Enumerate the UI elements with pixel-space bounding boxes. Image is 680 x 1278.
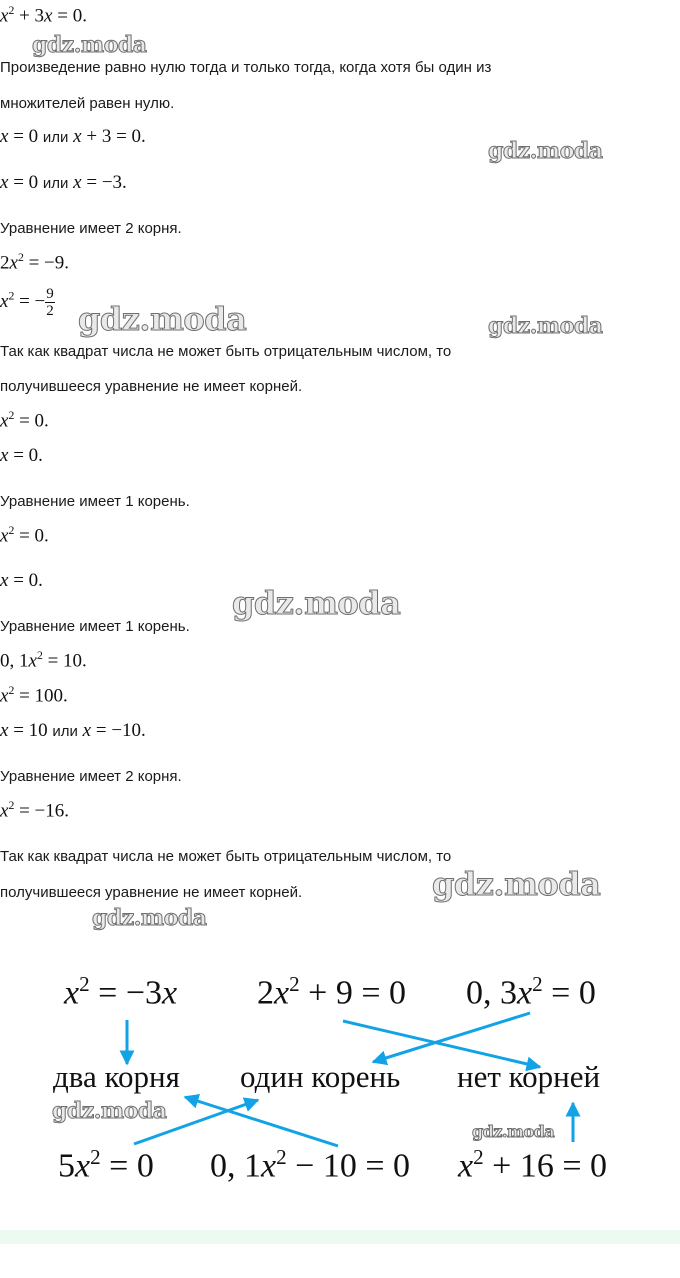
conclusion-text: Уравнение имеет 1 корень. xyxy=(0,618,190,635)
explanation-text: Так как квадрат числа не может быть отрицательным числом, то xyxy=(0,343,452,360)
conclusion-text: Уравнение имеет 2 корня. xyxy=(0,220,182,237)
diagram-category-two-roots: два корня xyxy=(53,1059,180,1094)
diagram-equation-bottom-2: 0, $1x^2 - 10 = 0$ xyxy=(210,1145,410,1185)
watermark: gdz.moda xyxy=(232,584,401,622)
explanation-text: Так как квадрат числа не может быть отрицательным числом, то xyxy=(0,848,452,865)
arrow-bottom2-to-two-roots xyxy=(185,1097,338,1146)
watermark: gdz.moda xyxy=(32,32,147,58)
diagram-category-one-root: один корень xyxy=(240,1059,401,1094)
watermark: gdz.moda xyxy=(92,905,207,931)
diagram-category-no-roots: нет корней xyxy=(457,1059,601,1094)
diagram-equation-top-1: $x^2 = -3x$ xyxy=(64,972,178,1012)
diagram-equation-top-2: $2x^2 + 9 = 0$ xyxy=(257,972,406,1012)
watermark: gdz.moda xyxy=(432,865,601,903)
arrow-top3-to-one-root xyxy=(373,1013,530,1062)
eq-line-11: $x^2 = 100$. xyxy=(0,684,68,707)
diagram-equation-bottom-3: $x^2 + 16 = 0$ xyxy=(458,1145,607,1185)
or-word: или xyxy=(52,723,78,740)
eq-line-12: x = 10 или x = −10. xyxy=(0,720,146,741)
eq-line-3: x = 0 или x = −3. xyxy=(0,172,127,193)
watermark: gdz.moda xyxy=(78,300,247,338)
explanation-text: получившееся уравнение не имеет корней. xyxy=(0,378,303,395)
conclusion-text: Уравнение имеет 2 корня. xyxy=(0,768,182,785)
eq-line-13: $x^2 = -16$. xyxy=(0,799,70,822)
or-word: или xyxy=(42,175,69,192)
eq-line-10: 0, $1x^2 = 10$. xyxy=(0,649,87,672)
watermark: gdz.moda xyxy=(488,313,603,339)
eq-line-6: $x^2 = 0$. xyxy=(0,409,49,432)
eq-line-9: x = 0. xyxy=(0,570,43,591)
eq-line-5: $x^2$ = − $\frac{9}{2}$ xyxy=(0,286,54,319)
eq-line-1: $x^2 + 3x = 0$. xyxy=(0,4,87,27)
watermark: gdz.moda xyxy=(488,138,603,164)
eq-line-7: x = 0. xyxy=(0,445,43,466)
explanation-text: получившееся уравнение не имеет корней. xyxy=(0,884,303,901)
or-word: или xyxy=(42,129,69,146)
eq-line-8: $x^2 = 0$. xyxy=(0,524,49,547)
eq-line-4: $2x^2 = -9$. xyxy=(0,251,70,274)
footer-band xyxy=(0,1230,680,1244)
explanation-text: множителей равен нулю. xyxy=(0,95,175,112)
watermark: gdz.moda xyxy=(472,1122,555,1141)
watermark: gdz.moda xyxy=(52,1098,167,1124)
explanation-text: Произведение равно нулю тогда и только тогда, когда хотя бы один из xyxy=(0,59,492,76)
fraction: $\frac{9}{2}$ xyxy=(46,286,54,319)
eq-line-2: x = 0 или x + 3 = 0. xyxy=(0,126,146,147)
conclusion-text: Уравнение имеет 1 корень. xyxy=(0,493,190,510)
diagram-equation-top-3: 0, $3x^2 = 0$ xyxy=(466,972,596,1012)
diagram-equation-bottom-1: $5x^2 = 0$ xyxy=(58,1145,154,1185)
